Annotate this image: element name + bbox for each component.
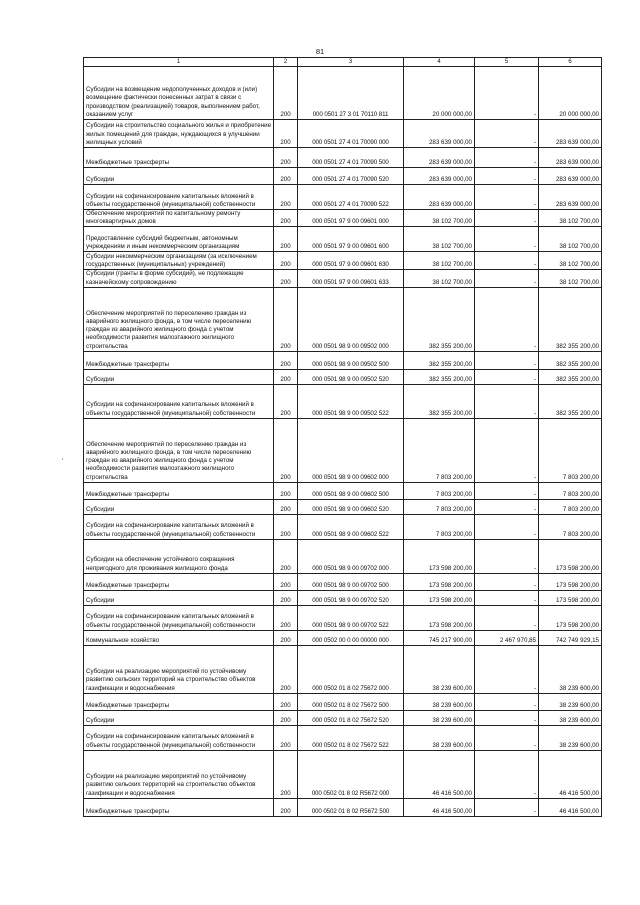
row-remaining-amount: 173 598 200,00 (539, 590, 602, 605)
row-description: Субсидии на обеспечение устойчивого сокращения непригодного для проживания жилищного фонда (84, 539, 274, 573)
row-description: Субсидии на софинансирование капитальных вложений в объекты государственной (муниципальной) собственности (84, 185, 274, 210)
row-description: Субсидии на софинансирование капитальных вложений в объекты государственной (муниципальной) собственности (84, 384, 274, 418)
row-approved-amount: 173 598 200,00 (404, 573, 475, 590)
row-budget-code: 000 0501 97 9 00 09601 000 (298, 210, 404, 227)
row-approved-amount: 38 239 600,00 (404, 645, 475, 693)
row-line-code: 200 (274, 351, 298, 369)
row-remaining-amount: 38 239 600,00 (539, 710, 602, 725)
row-budget-code: 000 0502 01 8 02 75672 522 (298, 725, 404, 750)
row-budget-code: 000 0501 98 9 00 09502 520 (298, 369, 404, 384)
row-line-code: 200 (274, 168, 298, 185)
row-budget-code: 000 0501 27 4 01 70090 500 (298, 148, 404, 168)
row-remaining-amount: 173 598 200,00 (539, 605, 602, 630)
row-remaining-amount: 38 239 600,00 (539, 693, 602, 710)
row-line-code: 200 (274, 514, 298, 539)
row-executed-amount: - (475, 693, 539, 710)
row-description: Межбюджетные трансферты (84, 148, 274, 168)
row-budget-code: 000 0501 98 9 00 09602 500 (298, 482, 404, 499)
table-row (84, 148, 602, 168)
row-approved-amount: 382 355 200,00 (404, 384, 475, 418)
row-executed-amount: - (475, 120, 539, 148)
column-header: 1 (84, 58, 274, 67)
table-row (84, 287, 602, 351)
row-approved-amount: 38 102 700,00 (404, 252, 475, 270)
row-budget-code: 000 0502 01 8 02 R5672 000 (298, 750, 404, 798)
row-remaining-amount: 283 639 000,00 (539, 185, 602, 210)
row-executed-amount: - (475, 168, 539, 185)
row-line-code: 200 (274, 67, 298, 120)
table-row (84, 499, 602, 514)
row-line-code: 200 (274, 645, 298, 693)
row-budget-code: 000 0501 98 9 00 09702 520 (298, 590, 404, 605)
row-line-code: 200 (274, 287, 298, 351)
row-executed-amount: - (475, 185, 539, 210)
row-approved-amount: 38 102 700,00 (404, 210, 475, 227)
row-executed-amount: - (475, 252, 539, 270)
table-row (84, 351, 602, 369)
row-line-code: 200 (274, 369, 298, 384)
row-remaining-amount: 7 803 200,00 (539, 482, 602, 499)
row-approved-amount: 38 239 600,00 (404, 725, 475, 750)
table-row (84, 227, 602, 252)
row-budget-code: 000 0501 98 9 00 09602 000 (298, 418, 404, 482)
row-approved-amount: 173 598 200,00 (404, 605, 475, 630)
table-header-row (84, 58, 602, 67)
row-description: Субсидии на строительство социального жилья и приобретение жилых помещений для граждан, нуждающихся в улучшении жилищных условий (84, 120, 274, 148)
row-budget-code: 000 0502 00 0 00 00000 000 (298, 630, 404, 645)
row-budget-code: 000 0501 97 9 00 09601 633 (298, 270, 404, 287)
row-executed-amount: - (475, 287, 539, 351)
row-description: Предоставление субсидий бюджетным, автономным учреждениям и иным некоммерческим организациям (84, 227, 274, 252)
row-budget-code: 000 0501 98 9 00 09702 522 (298, 605, 404, 630)
row-remaining-amount: 742 749 929,15 (539, 630, 602, 645)
row-description: Субсидии (84, 710, 274, 725)
row-approved-amount: 46 416 500,00 (404, 750, 475, 798)
row-remaining-amount: 38 102 700,00 (539, 270, 602, 287)
row-budget-code: 000 0501 27 3 01 70110 811 (298, 67, 404, 120)
row-approved-amount: 173 598 200,00 (404, 590, 475, 605)
table-row (84, 514, 602, 539)
row-approved-amount: 382 355 200,00 (404, 369, 475, 384)
row-budget-code: 000 0501 27 4 01 70090 000 (298, 120, 404, 148)
row-line-code: 200 (274, 798, 298, 816)
row-description: Субсидии (84, 499, 274, 514)
row-executed-amount: - (475, 227, 539, 252)
row-description: Субсидии (84, 168, 274, 185)
row-line-code: 200 (274, 185, 298, 210)
row-line-code: 200 (274, 630, 298, 645)
row-line-code: 200 (274, 590, 298, 605)
row-executed-amount: - (475, 605, 539, 630)
row-line-code: 200 (274, 710, 298, 725)
row-description: Обеспечение мероприятий по капитальному ремонту многоквартирных домов (84, 210, 274, 227)
row-budget-code: 000 0501 98 9 00 09502 000 (298, 287, 404, 351)
table-row (84, 750, 602, 798)
row-remaining-amount: 38 102 700,00 (539, 252, 602, 270)
row-description: Субсидии на софинансирование капитальных вложений в объекты государственной (муниципальной) собственности (84, 514, 274, 539)
row-executed-amount: - (475, 384, 539, 418)
row-approved-amount: 20 000 000,00 (404, 67, 475, 120)
row-remaining-amount: 283 639 000,00 (539, 148, 602, 168)
row-executed-amount: - (475, 418, 539, 482)
row-budget-code: 000 0501 98 9 00 09602 520 (298, 499, 404, 514)
row-line-code: 200 (274, 693, 298, 710)
column-header: 6 (539, 58, 602, 67)
row-executed-amount: - (475, 514, 539, 539)
row-description: Субсидии (84, 369, 274, 384)
row-description: Межбюджетные трансферты (84, 482, 274, 499)
margin-mark: ' (62, 458, 64, 465)
row-line-code: 200 (274, 573, 298, 590)
row-description: Межбюджетные трансферты (84, 798, 274, 816)
row-executed-amount: - (475, 351, 539, 369)
row-remaining-amount: 283 639 000,00 (539, 120, 602, 148)
row-executed-amount: - (475, 645, 539, 693)
row-approved-amount: 745 217 900,00 (404, 630, 475, 645)
row-executed-amount: - (475, 539, 539, 573)
row-budget-code: 000 0501 98 9 00 09702 500 (298, 573, 404, 590)
row-approved-amount: 38 102 700,00 (404, 227, 475, 252)
table-row (84, 798, 602, 816)
row-description: Межбюджетные трансферты (84, 693, 274, 710)
table-row (84, 482, 602, 499)
row-remaining-amount: 382 355 200,00 (539, 369, 602, 384)
table-row (84, 590, 602, 605)
row-remaining-amount: 382 355 200,00 (539, 351, 602, 369)
row-budget-code: 000 0501 98 9 00 09502 500 (298, 351, 404, 369)
row-remaining-amount: 38 102 700,00 (539, 210, 602, 227)
table-row (84, 630, 602, 645)
row-budget-code: 000 0501 27 4 01 70090 520 (298, 168, 404, 185)
table-row (84, 725, 602, 750)
row-budget-code: 000 0501 97 9 00 09601 600 (298, 227, 404, 252)
row-description: Межбюджетные трансферты (84, 573, 274, 590)
table-body (84, 67, 602, 817)
row-approved-amount: 38 239 600,00 (404, 710, 475, 725)
row-remaining-amount: 7 803 200,00 (539, 499, 602, 514)
table-row (84, 539, 602, 573)
row-line-code: 200 (274, 418, 298, 482)
table-row (84, 605, 602, 630)
row-line-code: 200 (274, 499, 298, 514)
table-row (84, 573, 602, 590)
row-approved-amount: 382 355 200,00 (404, 287, 475, 351)
column-header: 2 (274, 58, 298, 67)
column-header: 5 (475, 58, 539, 67)
row-description: Субсидии на реализацию мероприятий по устойчивому развитию сельских территорий на строительство объектов газификации и водоснабжения (84, 750, 274, 798)
table-row (84, 418, 602, 482)
table-row (84, 270, 602, 287)
row-remaining-amount: 173 598 200,00 (539, 573, 602, 590)
table-row (84, 384, 602, 418)
row-executed-amount: - (475, 148, 539, 168)
row-executed-amount: - (475, 798, 539, 816)
row-line-code: 200 (274, 120, 298, 148)
row-line-code: 200 (274, 252, 298, 270)
table-row (84, 185, 602, 210)
table-row (84, 710, 602, 725)
row-approved-amount: 283 639 000,00 (404, 120, 475, 148)
row-approved-amount: 283 639 000,00 (404, 185, 475, 210)
row-remaining-amount: 38 239 600,00 (539, 645, 602, 693)
row-line-code: 200 (274, 725, 298, 750)
row-executed-amount: - (475, 369, 539, 384)
row-remaining-amount: 283 639 000,00 (539, 168, 602, 185)
row-budget-code: 000 0501 97 9 00 09601 630 (298, 252, 404, 270)
row-executed-amount: - (475, 750, 539, 798)
row-approved-amount: 283 639 000,00 (404, 148, 475, 168)
row-approved-amount: 38 102 700,00 (404, 270, 475, 287)
row-executed-amount: - (475, 210, 539, 227)
row-description: Коммунальное хозяйство (84, 630, 274, 645)
budget-table (83, 57, 602, 817)
row-executed-amount: - (475, 67, 539, 120)
table-row (84, 645, 602, 693)
row-description: Субсидии (гранты в форме субсидий), не подлежащие казначейскому сопровождению (84, 270, 274, 287)
row-executed-amount: - (475, 482, 539, 499)
row-executed-amount: - (475, 590, 539, 605)
row-description: Субсидии на софинансирование капитальных вложений в объекты государственной (муниципальной) собственности (84, 605, 274, 630)
row-line-code: 200 (274, 482, 298, 499)
row-remaining-amount: 46 416 500,00 (539, 750, 602, 798)
table-row (84, 252, 602, 270)
row-budget-code: 000 0502 01 8 02 R5672 500 (298, 798, 404, 816)
row-line-code: 200 (274, 227, 298, 252)
row-approved-amount: 38 239 600,00 (404, 693, 475, 710)
page-number: 81 (315, 47, 325, 56)
row-line-code: 200 (274, 148, 298, 168)
row-remaining-amount: 7 803 200,00 (539, 514, 602, 539)
row-budget-code: 000 0501 98 9 00 09602 522 (298, 514, 404, 539)
row-line-code: 200 (274, 605, 298, 630)
row-approved-amount: 173 598 200,00 (404, 539, 475, 573)
column-header: 3 (298, 58, 404, 67)
row-budget-code: 000 0501 98 9 00 09502 522 (298, 384, 404, 418)
row-line-code: 200 (274, 539, 298, 573)
table-row (84, 210, 602, 227)
row-approved-amount: 7 803 200,00 (404, 482, 475, 499)
table-row (84, 693, 602, 710)
row-line-code: 200 (274, 270, 298, 287)
row-budget-code: 000 0502 01 8 02 75672 520 (298, 710, 404, 725)
row-line-code: 200 (274, 750, 298, 798)
row-approved-amount: 46 416 500,00 (404, 798, 475, 816)
row-description: Субсидии некоммерческим организациям (за исключением государственных (муниципальных) учреждений) (84, 252, 274, 270)
table-row (84, 120, 602, 148)
row-executed-amount: - (475, 270, 539, 287)
row-description: Субсидии (84, 590, 274, 605)
row-executed-amount: - (475, 499, 539, 514)
row-budget-code: 000 0502 01 8 02 75672 000 (298, 645, 404, 693)
row-budget-code: 000 0501 98 9 00 09702 000 (298, 539, 404, 573)
row-remaining-amount: 382 355 200,00 (539, 287, 602, 351)
row-approved-amount: 7 803 200,00 (404, 418, 475, 482)
row-description: Межбюджетные трансферты (84, 351, 274, 369)
row-remaining-amount: 382 355 200,00 (539, 384, 602, 418)
row-line-code: 200 (274, 384, 298, 418)
row-executed-amount: - (475, 573, 539, 590)
row-budget-code: 000 0501 27 4 01 70090 522 (298, 185, 404, 210)
row-executed-amount: 2 467 970,85 (475, 630, 539, 645)
row-remaining-amount: 7 803 200,00 (539, 418, 602, 482)
row-approved-amount: 7 803 200,00 (404, 514, 475, 539)
row-remaining-amount: 173 598 200,00 (539, 539, 602, 573)
table-row (84, 369, 602, 384)
table-row (84, 168, 602, 185)
row-description: Обеспечение мероприятий по переселению граждан из аварийного жилищного фонда, в том числе переселению граждан из аварийного жилищного фонда с учетом необходимости развития малоэтажного жилищного строительства (84, 287, 274, 351)
row-executed-amount: - (475, 710, 539, 725)
column-header: 4 (404, 58, 475, 67)
row-budget-code: 000 0502 01 8 02 75672 500 (298, 693, 404, 710)
row-remaining-amount: 46 416 500,00 (539, 798, 602, 816)
row-remaining-amount: 38 102 700,00 (539, 227, 602, 252)
row-approved-amount: 283 639 000,00 (404, 168, 475, 185)
row-approved-amount: 382 355 200,00 (404, 351, 475, 369)
row-approved-amount: 7 803 200,00 (404, 499, 475, 514)
row-remaining-amount: 38 239 600,00 (539, 725, 602, 750)
row-description: Обеспечение мероприятий по переселению граждан из аварийного жилищного фонда, в том числе переселению граждан из аварийного жилищного фонда с учетом необходимости развития малоэтажного жилищного строительства (84, 418, 274, 482)
row-description: Субсидии на софинансирование капитальных вложений в объекты государственной (муниципальной) собственности (84, 725, 274, 750)
row-executed-amount: - (475, 725, 539, 750)
row-remaining-amount: 20 000 000,00 (539, 67, 602, 120)
row-description: Субсидии на возмещение недополученных доходов и (или) возмещение фактически понесенных затрат в связи с производством (реализацией) товаров, выполнением работ, оказанием услуг (84, 67, 274, 120)
row-line-code: 200 (274, 210, 298, 227)
row-description: Субсидии на реализацию мероприятий по устойчивому развитию сельских территорий на строительство объектов газификации и водоснабжения (84, 645, 274, 693)
table-row (84, 67, 602, 120)
